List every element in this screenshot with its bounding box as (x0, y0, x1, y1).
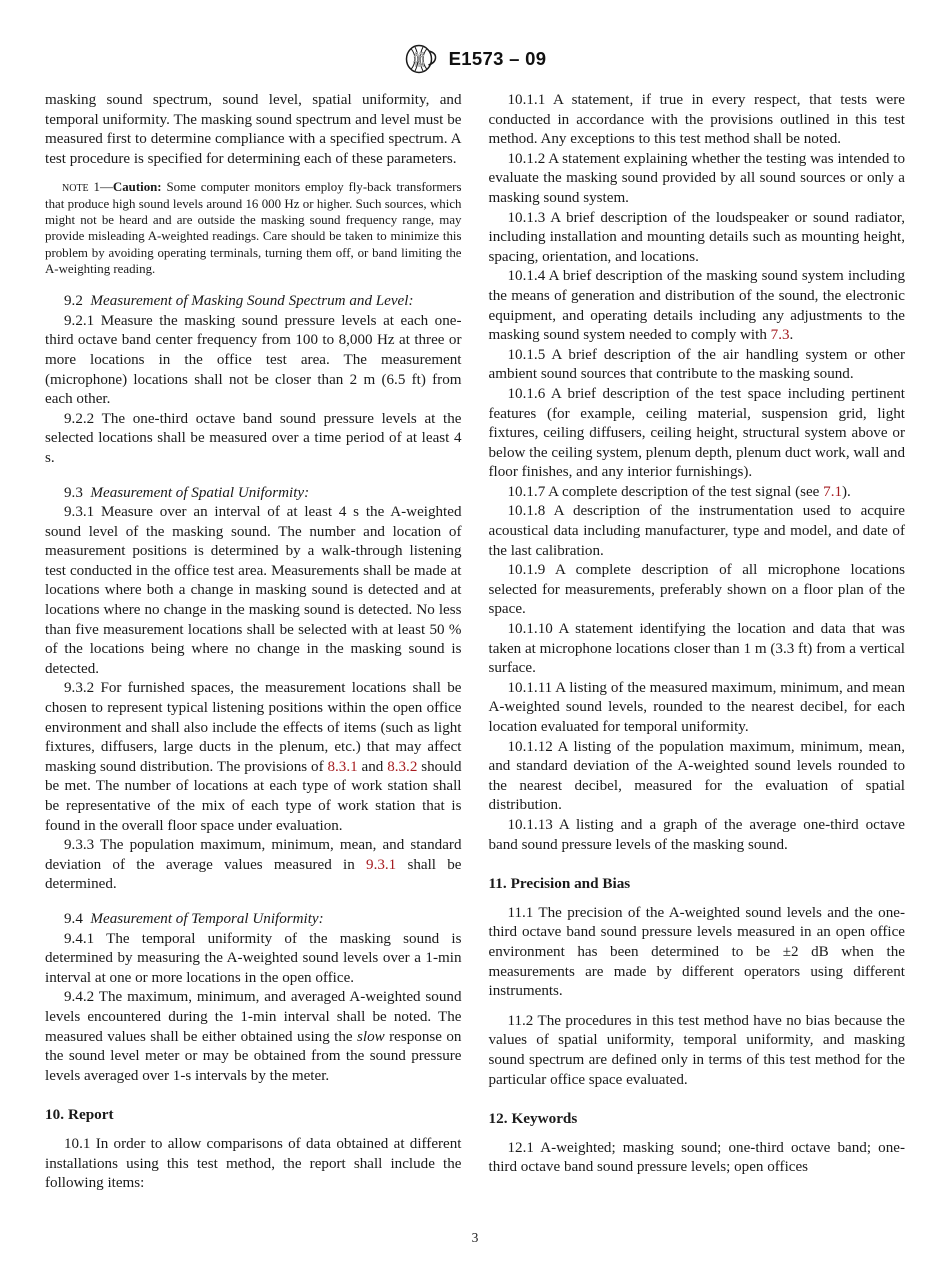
paragraph-10-1-11: 10.1.11 A listing of the measured maximum, minimum, and mean A-weighted sound levels, rounded to the nearest decibel, for each location evaluated for temporal uniformity. (488, 679, 905, 735)
emphasis-slow: slow (357, 1028, 385, 1045)
cross-reference-8-3-2[interactable]: 8.3.2 (387, 758, 418, 775)
left-column (45, 91, 462, 1194)
paragraph-10-1-10: 10.1.10 A statement identifying the location and data that was taken at microphone locations closer than 1 m (3.3 ft) from a vertical surface. (488, 621, 905, 677)
cross-reference-7-3[interactable]: 7.3 (770, 327, 790, 344)
paragraph-10-1-7 (489, 483, 906, 503)
paragraph-9-4-2-text-a: 9.4.2 The maximum, minimum, and averaged A-weighted sound levels encountered during the 1-min interval shall be noted. The measured values shall be either obtained using the (45, 989, 462, 1045)
section-title-9-4: Measurement of Temporal Uniformity: (90, 910, 324, 927)
section-heading-12 (489, 1109, 906, 1129)
section-number-9-4: 9.4 (64, 910, 83, 927)
paragraph-10-1-2: 10.1.2 A statement explaining whether the testing was intended to evaluate the masking sound provided by all sound sources or only a masking sound system. (488, 150, 905, 206)
paragraph-10-1-3: 10.1.3 A brief description of the loudspeaker or sound radiator, including installation and mounting details such as mounting height, spacing, orientation, and locations. (488, 209, 905, 265)
section-number-10: 10. (45, 1106, 64, 1124)
paragraph-10-1: 10.1 In order to allow comparisons of data obtained at different installations using this test method, the report shall include the following items: (45, 1135, 462, 1192)
section-head-9-4 (45, 910, 462, 930)
section-heading-11 (489, 874, 906, 894)
paragraph-9-4-2-text-b: response on the sound level meter or may be obtained from the sound pressure levels averaged over 1-s intervals by the meter. (45, 1028, 462, 1084)
paragraph-10-1-8: 10.1.8 A description of the instrumentation used to acquire acoustical data including manufacturer, type and model, and date of the last calibration. (488, 503, 905, 559)
section-number-11: 11. (488, 875, 507, 893)
astm-logo-icon (404, 44, 438, 74)
page-header (0, 44, 950, 74)
section-title-10: Report (67, 1106, 114, 1124)
paragraph-10-1-6: 10.1.6 A brief description of the test space including pertinent features (for example, ceiling material, suspension grid, light fixtures, ceiling diffusers, ceiling height, structural system above or below the ceiling system, plenum depth, plenum duct work, wall and floor finishes, and any interior furnishings). (488, 385, 905, 481)
section-heading-10 (45, 1105, 462, 1125)
paragraph-9-3-3-text-b: shall be determined. (45, 856, 462, 893)
section-title-12: Keywords (511, 1110, 578, 1128)
two-column-body (45, 91, 905, 1194)
section-title-11: Precision and Bias (510, 875, 631, 893)
note-dash: — (100, 180, 113, 195)
paragraph-9-3-2 (45, 679, 462, 836)
paragraph-10-1-4-text-a: 10.1.4 A brief description of the masking sound system including the means of generation and distribution of the sound, the electronic equipment, and operating details including any adjustments to the masking sound system needed to comply with (488, 268, 905, 344)
paragraph-10-1-4-text-b: . (789, 327, 794, 344)
svg-text:AS: AS (413, 50, 424, 59)
paragraph-10-1-4 (489, 267, 906, 345)
document-designation: E1573 – 09 (448, 48, 547, 69)
paragraph-9-4-2 (45, 988, 462, 1086)
section-number-9-3: 9.3 (64, 484, 83, 501)
cross-reference-9-3-1[interactable]: 9.3.1 (366, 856, 397, 873)
note-number: 1 (93, 180, 100, 195)
section-head-9-3 (45, 484, 462, 504)
section-title-9-2: Measurement of Masking Sound Spectrum and Level: (90, 293, 414, 310)
paragraph-9-3-2-text-a: 9.3.2 For furnished spaces, the measurement locations shall be chosen to represent typical listening positions within the open office environment and shall also include the effects of items (such as light fixtures, diffusers, large ducts in the plenum, etc.) that may affect masking sound distribution. The provisions of (45, 680, 462, 775)
page-number: 3 (471, 1230, 479, 1245)
section-title-9-3: Measurement of Spatial Uniformity: (90, 484, 310, 501)
note-caution-label: Caution: (112, 180, 162, 195)
paragraph-9-3-3 (45, 836, 462, 895)
section-number-9-2: 9.2 (64, 293, 83, 310)
paragraph-9-2-1: 9.2.1 Measure the masking sound pressure levels at each one-third octave band center frequency from 100 to 8,000 Hz at three or more locations in the office test area. The measurement (microphone) locations shall not be closer than 2 m (6.5 ft) from each other. (45, 312, 462, 408)
paragraph-9-2-2: 9.2.2 The one-third octave band sound pressure levels at the selected locations shall be measured over a time period of at least 4 s. (45, 410, 462, 466)
paragraph-10-1-7-text-a: 10.1.7 A complete description of the test signal (see (507, 483, 824, 500)
paragraph-9-3-3-text-a: 9.3.3 The population maximum, minimum, mean, and standard deviation of the average values measured in (45, 837, 462, 873)
paragraph-10-1-12: 10.1.12 A listing of the population maximum, minimum, mean, and standard deviation of the A-weighted sound levels rounded to the nearest decibel, measured for the evaluation of spatial distribution. (488, 738, 905, 814)
paragraph-11-2: 11.2 The procedures in this test method have no bias because the values of spatial uniformity, temporal uniformity, and masking sound spectrum are defined only in terms of this test method for the particular office space evaluated. (488, 1012, 905, 1088)
svg-text:TM: TM (413, 59, 425, 69)
right-column (489, 91, 906, 1194)
continued-paragraph: masking sound spectrum, sound level, spatial uniformity, and temporal uniformity. The masking sound spectrum and level must be measured first to determine compliance with a specified spectrum. A test procedure is specified for determining each of these parameters. (45, 92, 462, 167)
paragraph-12-1: 12.1 A-weighted; masking sound; one-third octave band; one-third octave band sound pressure levels; open offices (488, 1139, 905, 1176)
note-1 (45, 179, 462, 277)
paragraph-11-1: 11.1 The precision of the A-weighted sound levels and the one-third octave band sound pressure levels measured in an open office environment has been determined to be ±2 dB when the measurements are made by different operators using different instruments. (488, 904, 905, 1000)
paragraph-10-1-9: 10.1.9 A complete description of all microphone locations selected for measurements, preferably shown on a floor plan of the space. (488, 562, 905, 618)
note-body: Some computer monitors employ fly-back transformers that produce high sound levels around 16 000 Hz or higher. Such sources, which might not be heard and are outside the masking sound frequency range, may provide misleading A-weighted readings. Care should be taken to minimize this problem by avoiding operating terminals, turning them off, or band limiting the A-weighting reading. (45, 180, 462, 276)
section-head-9-2 (45, 292, 462, 312)
paragraph-10-1-7-text-b: ). (842, 483, 851, 500)
section-number-12: 12. (488, 1110, 508, 1128)
paragraph-9-4-1: 9.4.1 The temporal uniformity of the masking sound is determined by measuring the A-weighted sound levels over a 1-min interval at one or more locations in the open office. (45, 930, 462, 986)
paragraph-10-1-5: 10.1.5 A brief description of the air handling system or other ambient sound sources that contribute to the masking sound. (488, 346, 905, 383)
paragraph-9-3-1: 9.3.1 Measure over an interval of at least 4 s the A-weighted sound level of the masking sound. The number and location of measurement positions is determined by a walk-through listening test conducted in the office test area. Measurements shall be made at locations where both a change in masking sound is detected and at locations where no change in the masking sound is detected. No less than five measurement locations shall be selected with at least 50 % of the locations being where no change in the masking sound is detected. (45, 504, 462, 677)
cross-reference-8-3-1[interactable]: 8.3.1 (327, 758, 358, 775)
paragraph-10-1-1: 10.1.1 A statement, if true in every respect, that tests were conducted in accordance with the provisions outlined in this test method. Any exceptions to this test method shall be noted. (488, 92, 905, 148)
paragraph-9-3-2-text-c: should be met. The number of locations at each type of work station shall be representative of the mix of each type of work station that is found in the overall floor space under evaluation. (45, 758, 462, 834)
note-label: note (62, 179, 89, 195)
paragraph-9-3-2-text-b: and (357, 758, 388, 775)
paragraph-10-1-13: 10.1.13 A listing and a graph of the average one-third octave band sound pressure levels of the masking sound. (488, 816, 905, 853)
cross-reference-7-1[interactable]: 7.1 (823, 483, 843, 500)
